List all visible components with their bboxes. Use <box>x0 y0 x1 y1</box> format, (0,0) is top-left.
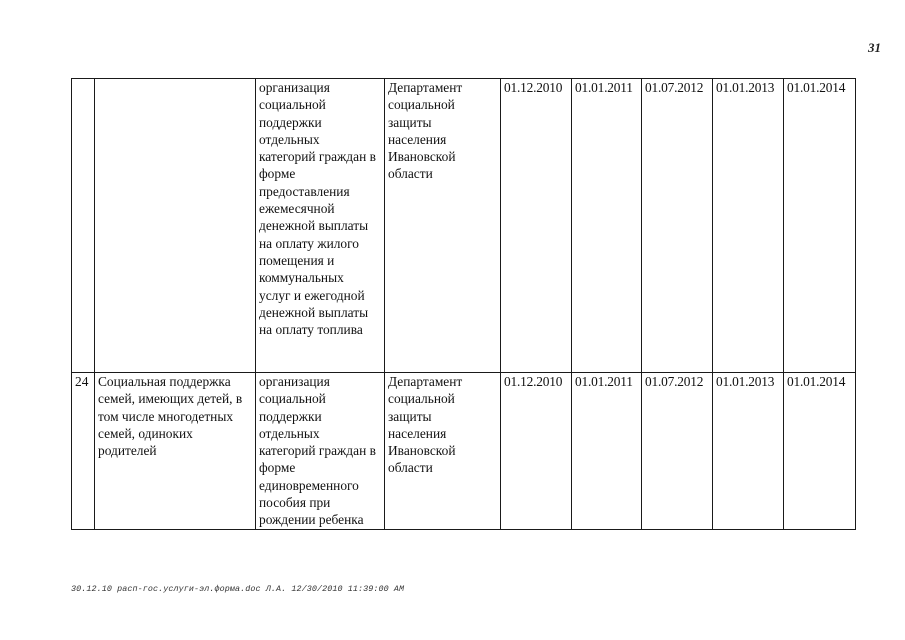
date-cell: 01.01.2014 <box>784 373 856 530</box>
page-number: 31 <box>868 40 881 55</box>
date-cell: 01.01.2011 <box>572 373 642 530</box>
department-cell <box>385 79 501 373</box>
date-cell: 01.12.2010 <box>501 79 572 373</box>
table-row <box>72 373 856 530</box>
service-cell <box>95 79 256 373</box>
table-row <box>72 79 856 373</box>
date-cell: 01.12.2010 <box>501 373 572 530</box>
department-cell <box>385 373 501 530</box>
department-text: Департамент социальной защиты населения Ивановской области <box>388 80 463 182</box>
date-cell: 01.01.2014 <box>784 79 856 373</box>
date-cell: 01.07.2012 <box>642 79 713 373</box>
date-cell: 01.01.2013 <box>713 373 784 530</box>
service-cell <box>95 373 256 530</box>
date-cell: 01.01.2011 <box>572 79 642 373</box>
department-text: Департамент социальной защиты населения Ивановской области <box>388 374 463 476</box>
document-footer: 30.12.10 расп-гос.услуги-эл.форма.doc Л.А. 12/30/2010 11:39:00 AM <box>71 584 405 594</box>
activity-cell <box>256 79 385 373</box>
activity-text: организация социальной поддержки отдельных категорий граждан в форме предоставления ежемесячной денежной выплаты на оплату жилого помещения и коммунальных услуг и ежегодной денежной выплаты на оплату топлива <box>259 80 376 338</box>
date-cell: 01.07.2012 <box>642 373 713 530</box>
activity-text: организация социальной поддержки отдельных категорий граждан в форме единовременного пособия при рождении ребенка <box>259 374 376 528</box>
row-number-cell: 24 <box>72 373 95 530</box>
date-cell: 01.01.2013 <box>713 79 784 373</box>
service-text: Социальная поддержка семей, имеющих детей, в том числе многодетных семей, одиноких родителей <box>98 374 243 459</box>
row-number-cell <box>72 79 95 373</box>
services-table <box>71 78 856 530</box>
activity-cell <box>256 373 385 530</box>
